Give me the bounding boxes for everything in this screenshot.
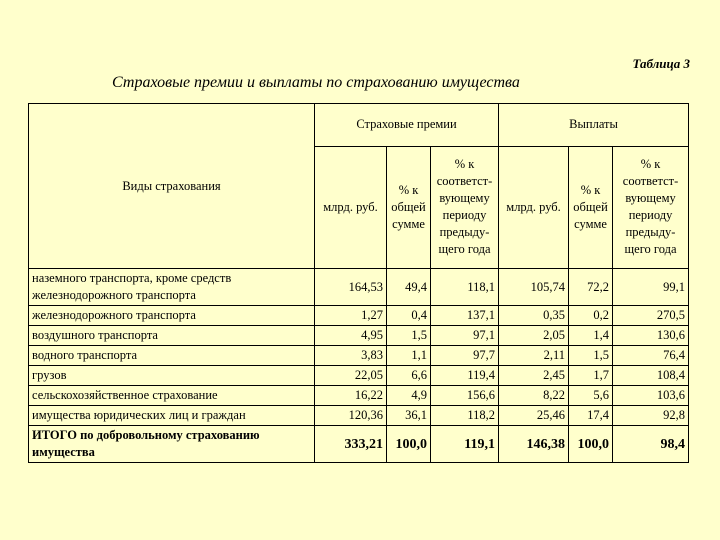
cell-payment-pct-prev: 99,1 — [613, 269, 689, 306]
table-row — [29, 386, 689, 406]
table-row — [29, 269, 689, 306]
cell-premium-pct-prev: 118,2 — [431, 406, 499, 426]
cell-premium-pct-prev: 97,1 — [431, 326, 499, 346]
cell-payment-pct-prev: 103,6 — [613, 386, 689, 406]
table-caption: Таблица 3 — [632, 56, 690, 71]
cell-payment-pct-prev: 108,4 — [613, 366, 689, 386]
cell-payment-pct-prev: 92,8 — [613, 406, 689, 426]
row-insurance-type: грузов — [29, 366, 315, 386]
header-payments: Выплаты — [499, 104, 689, 147]
cell-premium-bln: 164,53 — [315, 269, 387, 306]
cell-premium-pct-total: 4,9 — [387, 386, 431, 406]
cell-premium-pct-prev: 119,4 — [431, 366, 499, 386]
cell-premium-bln: 22,05 — [315, 366, 387, 386]
cell-payment-pct-total: 1,4 — [569, 326, 613, 346]
cell-payment-pct-total: 1,5 — [569, 346, 613, 366]
header-insurance-type: Виды страхования — [29, 104, 315, 269]
header-premiums-pct-prev: % к соответст-вующему периоду предыду-щего года — [431, 146, 499, 268]
cell-premium-pct-prev: 118,1 — [431, 269, 499, 306]
cell-payment-bln: 105,74 — [499, 269, 569, 306]
cell-premium-bln: 4,95 — [315, 326, 387, 346]
row-insurance-type: железнодорожного транспорта — [29, 306, 315, 326]
total-label: ИТОГО по добровольному страхованию имущества — [29, 426, 315, 463]
row-insurance-type: водного транспорта — [29, 346, 315, 366]
cell-payment-pct-prev: 270,5 — [613, 306, 689, 326]
cell-premium-pct-total: 0,4 — [387, 306, 431, 326]
total-premium-bln: 333,21 — [315, 426, 387, 463]
table-total-row — [29, 426, 689, 463]
cell-premium-bln: 3,83 — [315, 346, 387, 366]
cell-premium-pct-prev: 156,6 — [431, 386, 499, 406]
table-row — [29, 326, 689, 346]
table-title: Страховые премии и выплаты по страхованию имущества — [112, 74, 520, 91]
cell-payment-bln: 25,46 — [499, 406, 569, 426]
table-body — [29, 269, 689, 426]
header-payments-pct-prev: % к соответст-вующему периоду предыду-щего года — [613, 146, 689, 268]
total-premium-pct-prev: 119,1 — [431, 426, 499, 463]
header-payments-pct-total: % к общей сумме — [569, 146, 613, 268]
cell-premium-bln: 1,27 — [315, 306, 387, 326]
row-insurance-type: сельскохозяйственное страхование — [29, 386, 315, 406]
total-premium-pct-total: 100,0 — [387, 426, 431, 463]
cell-payment-pct-total: 1,7 — [569, 366, 613, 386]
cell-payment-pct-prev: 130,6 — [613, 326, 689, 346]
cell-premium-pct-total: 36,1 — [387, 406, 431, 426]
cell-payment-pct-prev: 76,4 — [613, 346, 689, 366]
row-insurance-type: воздушного транспорта — [29, 326, 315, 346]
header-premiums-pct-total: % к общей сумме — [387, 146, 431, 268]
cell-payment-bln: 2,05 — [499, 326, 569, 346]
table-row — [29, 406, 689, 426]
cell-payment-bln: 2,45 — [499, 366, 569, 386]
cell-payment-bln: 8,22 — [499, 386, 569, 406]
cell-premium-pct-prev: 97,7 — [431, 346, 499, 366]
table-row — [29, 346, 689, 366]
cell-payment-bln: 2,11 — [499, 346, 569, 366]
cell-premium-pct-total: 49,4 — [387, 269, 431, 306]
cell-premium-pct-total: 6,6 — [387, 366, 431, 386]
cell-payment-pct-total: 17,4 — [569, 406, 613, 426]
insurance-table — [28, 103, 689, 463]
cell-premium-bln: 120,36 — [315, 406, 387, 426]
cell-payment-pct-total: 0,2 — [569, 306, 613, 326]
cell-payment-pct-total: 72,2 — [569, 269, 613, 306]
cell-premium-pct-total: 1,1 — [387, 346, 431, 366]
row-insurance-type: наземного транспорта, кроме средств железнодорожного транспорта — [29, 269, 315, 306]
total-payment-pct-total: 100,0 — [569, 426, 613, 463]
header-premiums-bln: млрд. руб. — [315, 146, 387, 268]
row-insurance-type: имущества юридических лиц и граждан — [29, 406, 315, 426]
total-payment-pct-prev: 98,4 — [613, 426, 689, 463]
cell-payment-bln: 0,35 — [499, 306, 569, 326]
header-payments-bln: млрд. руб. — [499, 146, 569, 268]
cell-premium-pct-total: 1,5 — [387, 326, 431, 346]
cell-premium-pct-prev: 137,1 — [431, 306, 499, 326]
table-row — [29, 306, 689, 326]
cell-premium-bln: 16,22 — [315, 386, 387, 406]
total-payment-bln: 146,38 — [499, 426, 569, 463]
header-premiums: Страховые премии — [315, 104, 499, 147]
table-row — [29, 366, 689, 386]
cell-payment-pct-total: 5,6 — [569, 386, 613, 406]
